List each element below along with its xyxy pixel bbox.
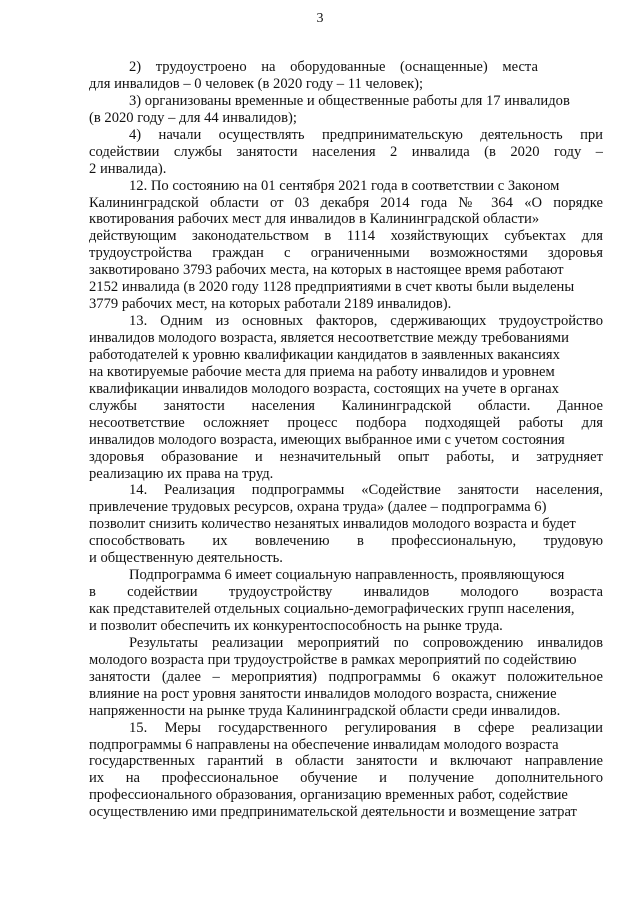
text-line: позволит снизить количество незанятых инвалидов молодого возраста и будет xyxy=(89,516,576,533)
text-line: на квотируемые рабочие места для приема на работу инвалидов и уровнем xyxy=(89,363,555,380)
text-line: заквотировано 3793 рабочих места, на которых в настоящее время работают xyxy=(89,262,564,279)
text-line: 2) трудоустроено на оборудованные (оснащенные) места xyxy=(129,59,538,75)
text-line: 3) организованы временные и общественные работы для 17 инвалидов xyxy=(129,92,570,109)
text-line: осуществлению ими предпринимательской деятельности и возмещение затрат xyxy=(89,804,577,821)
text-line: квотирования рабочих мест для инвалидов в Калининградской области» xyxy=(89,211,540,228)
text-line: действующим законодательством в 1114 хозяйствующих субъектах для xyxy=(89,228,603,245)
text-line: подпрограммы 6 направлены на обеспечение инвалидам молодого возраста xyxy=(89,736,559,753)
text-line: содействии службы занятости населения 2 инвалида (в 2020 году – xyxy=(89,143,603,160)
text-line: несоответствие осложняет процесс подбора подходящей работы для xyxy=(89,414,603,431)
text-line: молодого возраста при трудоустройстве в рамках мероприятий по содействию xyxy=(89,651,577,668)
document-body xyxy=(89,59,603,821)
text-line: способствовать их вовлечению в профессиональную, трудовую xyxy=(89,533,603,550)
text-line: профессионального образования, организацию временных работ, содействие xyxy=(89,787,568,804)
page-number: 3 xyxy=(316,11,324,26)
text-line: (в 2020 году – для 44 инвалидов); xyxy=(89,109,297,126)
text-line: инвалидов молодого возраста, является несоответствие между требованиями xyxy=(89,330,569,346)
text-line: Калининградской области от 03 декабря 2014 года № 364 «О порядке xyxy=(89,194,603,211)
text-line: Результаты реализации мероприятий по сопровождению инвалидов xyxy=(129,634,603,651)
text-line: 14. Реализация подпрограммы «Содействие занятости населения, xyxy=(129,482,603,499)
text-line: государственных гарантий в области занятости и включают направление xyxy=(89,753,603,770)
text-line: напряженности на рынке труда Калининградской области среди инвалидов. xyxy=(89,702,561,719)
text-line: 13. Одним из основных факторов, сдерживающих трудоустройство xyxy=(129,313,603,330)
text-line: работодателей к уровню квалификации кандидатов в заявленных вакансиях xyxy=(89,346,560,363)
text-line: службы занятости населения Калининградской области. Данное xyxy=(89,397,603,414)
text-line: 2152 инвалида (в 2020 году 1128 предприятиями в счет квоты были выделены xyxy=(89,279,575,296)
text-line: 4) начали осуществлять предпринимательскую деятельность при xyxy=(129,126,603,143)
text-line: Подпрограмма 6 имеет социальную направленность, проявляющуюся xyxy=(129,567,565,584)
text-line: реализацию их права на труд. xyxy=(89,465,274,482)
text-line: их на профессиональное обучение и получение дополнительного xyxy=(89,770,603,787)
text-line: привлечение трудовых ресурсов, охрана труда» (далее – подпрограмма 6) xyxy=(89,499,547,516)
text-line: как представителей отдельных социально-демографических групп населения, xyxy=(89,601,575,617)
text-line: и позволит обеспечить их конкурентоспособность на рынке труда. xyxy=(89,617,503,634)
text-line: влияние на рост уровня занятости инвалидов молодого возраста, снижение xyxy=(89,685,557,702)
text-line: 2 инвалида). xyxy=(89,160,167,177)
text-line: инвалидов молодого возраста, имеющих выбранное ими с учетом состояния xyxy=(89,431,565,448)
text-line: 3779 рабочих мест, на которых работали 2189 инвалидов). xyxy=(89,296,452,313)
text-line: для инвалидов – 0 человек (в 2020 году – 11 человек); xyxy=(89,75,424,92)
text-line: здоровья образование и незначительный опыт работы, и затрудняет xyxy=(89,448,603,465)
text-line: трудоустройства граждан с ограниченными возможностями здоровья xyxy=(89,245,603,262)
text-line: квалификации инвалидов молодого возраста, состоящих на учете в органах xyxy=(89,380,559,397)
text-line: и общественную деятельность. xyxy=(89,550,283,567)
text-line: в содействии трудоустройству инвалидов молодого возраста xyxy=(89,584,603,601)
text-line: занятости (далее – мероприятия) подпрограммы 6 окажут положительное xyxy=(89,668,603,685)
text-line: 15. Меры государственного регулирования в сфере реализации xyxy=(129,719,603,736)
text-line: 12. По состоянию на 01 сентября 2021 года в соответствии с Законом xyxy=(129,177,560,194)
